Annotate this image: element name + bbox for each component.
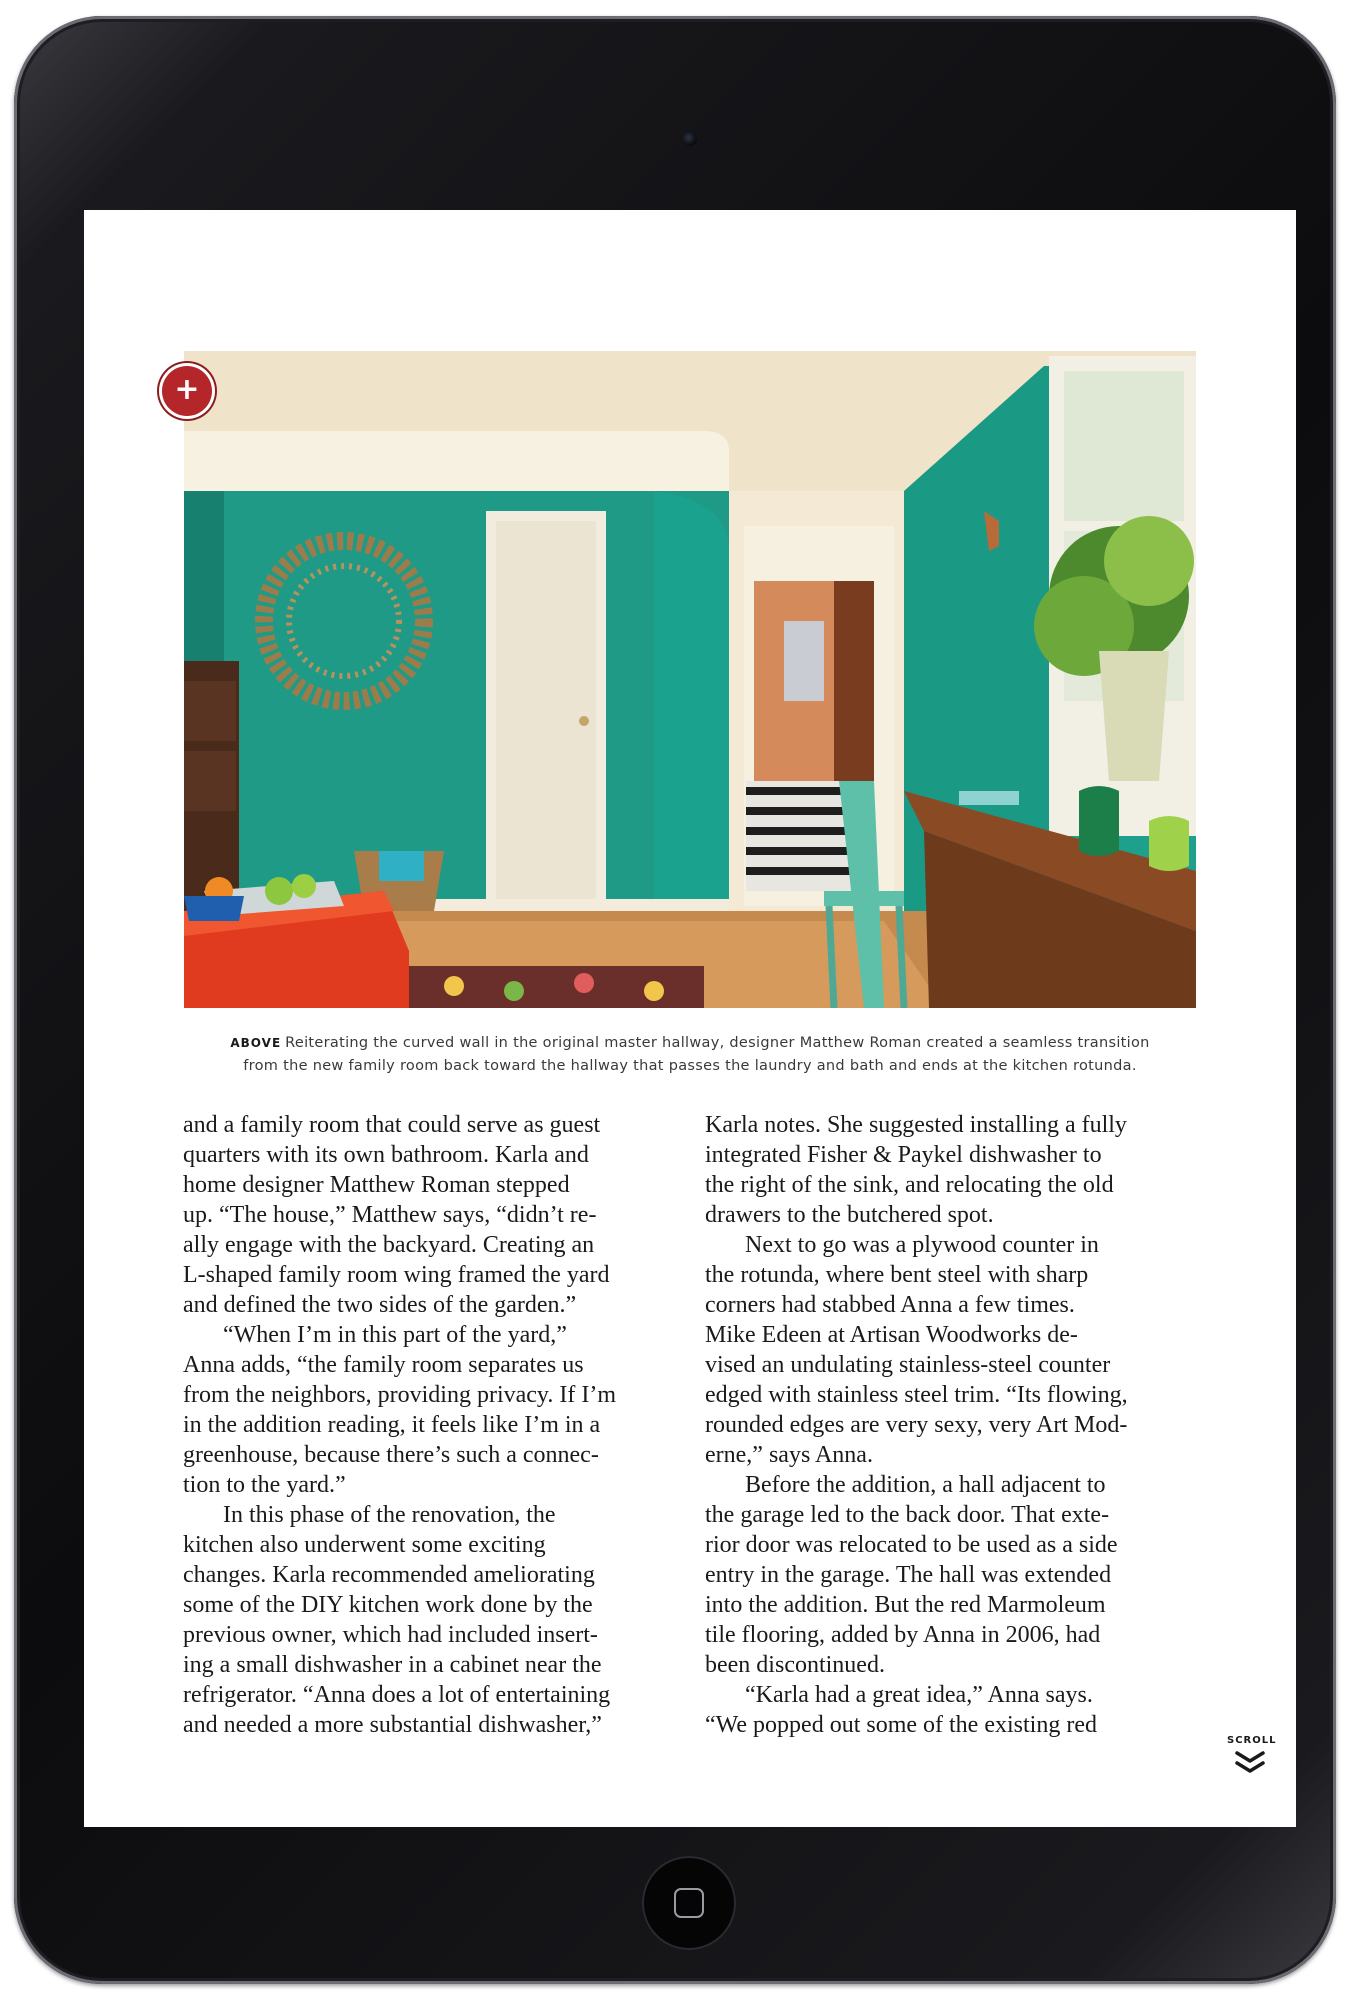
article-line: rior door was relocated to be used as a side xyxy=(705,1532,1118,1558)
scroll-indicator[interactable] xyxy=(1227,1735,1277,1776)
article-line: corners had stabbed Anna a few times. xyxy=(705,1292,1075,1318)
article-line: Mike Edeen at Artisan Woodworks de- xyxy=(705,1322,1078,1348)
article-line: the right of the sink, and relocating the old xyxy=(705,1172,1114,1198)
caption-tag: ABOVE xyxy=(230,1036,282,1050)
article-line: kitchen also underwent some exciting xyxy=(183,1532,546,1558)
article-line: drawers to the butchered spot. xyxy=(705,1202,994,1228)
article-line: L-shaped family room wing framed the yard xyxy=(183,1262,610,1288)
article-line: into the addition. But the red Marmoleum xyxy=(705,1592,1106,1618)
article-line: rounded edges are very sexy, very Art Mod- xyxy=(705,1412,1128,1438)
article-line: up. “The house,” Matthew says, “didn’t re- xyxy=(183,1202,597,1228)
screen xyxy=(84,210,1296,1827)
article-line: the rotunda, where bent steel with sharp xyxy=(705,1262,1089,1288)
article-line: quarters with its own bathroom. Karla and xyxy=(183,1142,589,1168)
article-line: “We popped out some of the existing red xyxy=(705,1712,1097,1738)
scroll-label: SCROLL xyxy=(1227,1735,1277,1746)
article-line: the garage led to the back door. That exte- xyxy=(705,1502,1110,1528)
article-line: Anna adds, “the family room separates us xyxy=(183,1352,584,1378)
article-line: Next to go was a plywood counter in xyxy=(745,1232,1099,1258)
article-line: refrigerator. “Anna does a lot of entertaining xyxy=(183,1682,611,1708)
article-line: tile flooring, added by Anna in 2006, had xyxy=(705,1622,1101,1648)
article-column-right xyxy=(705,1110,1195,1740)
article-line: Before the addition, a hall adjacent to xyxy=(745,1472,1106,1498)
article-line: edged with stainless steel trim. “Its flowing, xyxy=(705,1382,1128,1408)
article-line: ing a small dishwasher in a cabinet near the xyxy=(183,1652,602,1678)
caption-text-line2: from the new family room back toward the hallway that passes the laundry and bath and ends at the kitchen rotunda. xyxy=(243,1058,1137,1074)
article-column-left xyxy=(183,1110,673,1740)
article-line: been discontinued. xyxy=(705,1652,885,1678)
article-line: and needed a more substantial dishwasher,” xyxy=(183,1712,602,1738)
article-line: entry in the garage. The hall was extended xyxy=(705,1562,1112,1588)
article-line: erne,” says Anna. xyxy=(705,1442,873,1468)
front-camera-icon xyxy=(683,132,697,146)
caption-text-line1: Reiterating the curved wall in the original master hallway, designer Matthew Roman created a seamless transition xyxy=(285,1035,1150,1051)
article-line: In this phase of the renovation, the xyxy=(223,1502,556,1528)
article-line: changes. Karla recommended ameliorating xyxy=(183,1562,595,1588)
home-button[interactable] xyxy=(642,1856,736,1950)
article-line: greenhouse, because there’s such a connec- xyxy=(183,1442,599,1468)
expand-plus-button[interactable] xyxy=(162,366,212,416)
double-chevron-down-icon xyxy=(1227,1750,1273,1776)
article-line: and a family room that could serve as guest xyxy=(183,1112,601,1138)
article-line: ally engage with the backyard. Creating an xyxy=(183,1232,595,1258)
article-line: in the addition reading, it feels like I’m in a xyxy=(183,1412,601,1438)
article-line: home designer Matthew Roman stepped xyxy=(183,1172,570,1198)
article-line: some of the DIY kitchen work done by the xyxy=(183,1592,593,1618)
article-line: vised an undulating stainless-steel counter xyxy=(705,1352,1111,1378)
caption-line-1 xyxy=(184,1032,1196,1055)
article-photo xyxy=(184,351,1196,1008)
home-square-icon xyxy=(674,1888,704,1918)
photo-caption xyxy=(184,1032,1196,1078)
article-line: tion to the yard.” xyxy=(183,1472,346,1498)
article-line: integrated Fisher & Paykel dishwasher to xyxy=(705,1142,1102,1168)
article-line: “Karla had a great idea,” Anna says. xyxy=(745,1682,1093,1708)
article-line: Karla notes. She suggested installing a fully xyxy=(705,1112,1127,1138)
article-line: from the neighbors, providing privacy. If I’m xyxy=(183,1382,616,1408)
tablet-frame xyxy=(14,16,1336,1984)
article-line: and defined the two sides of the garden.” xyxy=(183,1292,577,1318)
article-line: previous owner, which had included insert- xyxy=(183,1622,598,1648)
article-line: “When I’m in this part of the yard,” xyxy=(223,1322,567,1348)
plus-icon: + xyxy=(174,372,200,407)
